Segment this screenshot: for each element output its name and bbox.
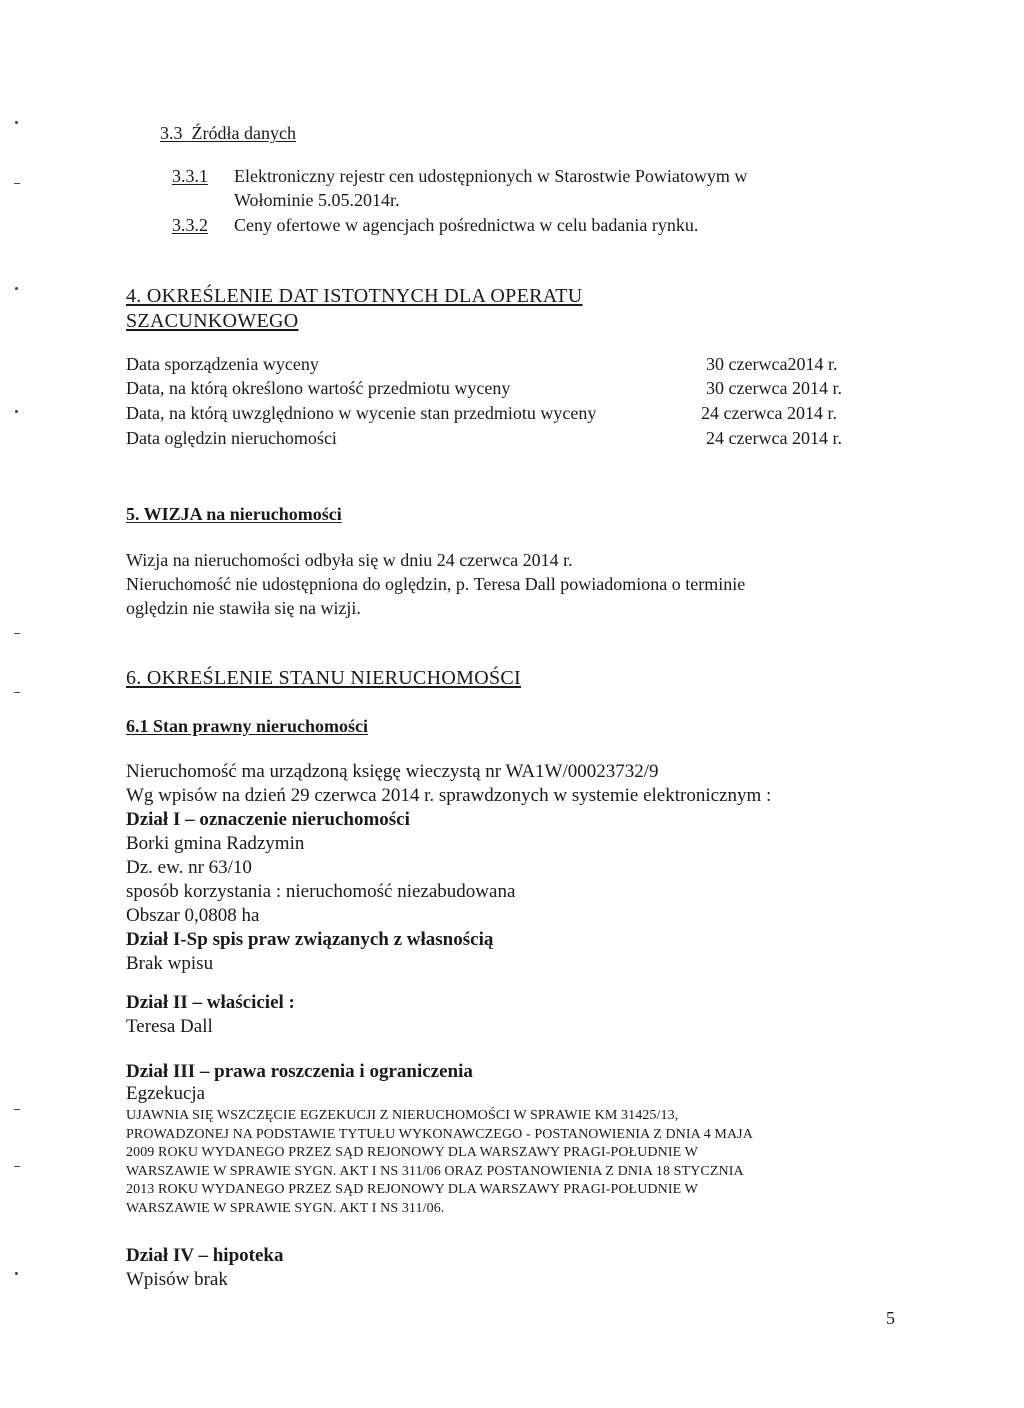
division-2-line: Teresa Dall [126, 1016, 213, 1037]
date-value: 30 czerwca2014 r. [706, 354, 838, 374]
section-3-3-heading [160, 122, 296, 144]
section-title: Źródła danych [191, 123, 296, 143]
division-3-title: Dział III – prawa roszczenia i ograniczenia [126, 1061, 473, 1082]
section-number: 3.3 [160, 123, 183, 143]
section-5-line1: Wizja na nieruchomości odbyła się w dniu 24 czerwca 2014 r. [126, 550, 573, 570]
division-2-title: Dział II – właściciel : [126, 992, 295, 1013]
division-1-title: Dział I – oznaczenie nieruchomości [126, 809, 410, 830]
margin-mark [14, 1109, 20, 1110]
item-3-3-1-line2: Wołominie 5.05.2014r. [234, 190, 400, 210]
division-3-caps-line: WARSZAWIE W SPRAWIE SYGN. AKT I NS 311/06 ORAZ POSTANOWIENIA Z DNIA 18 STYCZNIA [126, 1164, 744, 1179]
division-3-caps-line: UJAWNIA SIĘ WSZCZĘCIE EGZEKUCJI Z NIERUCHOMOŚCI W SPRAWIE KM 31425/13, [126, 1108, 679, 1123]
division-3-caps-line: PROWADZONEJ NA PODSTAWIE TYTUŁU WYKONAWCZEGO - POSTANOWIENIA Z DNIA 4 MAJA [126, 1127, 753, 1142]
division-4-line: Wpisów brak [126, 1269, 228, 1290]
margin-mark [15, 1272, 18, 1275]
margin-mark [14, 183, 20, 184]
date-label: Data, na którą uwzględniono w wycenie stan przedmiotu wyceny [126, 403, 597, 423]
division-3-caps-line: 2009 ROKU WYDANEGO PRZEZ SĄD REJONOWY DLA WARSZAWY PRAGI-POŁUDNIE W [126, 1145, 698, 1160]
section-4-title-line1: 4. OKREŚLENIE DAT ISTOTNYCH DLA OPERATU [126, 285, 583, 307]
division-1-line: Obszar 0,0808 ha [126, 905, 260, 926]
division-4-title: Dział IV – hipoteka [126, 1245, 284, 1266]
date-value: 30 czerwca 2014 r. [706, 378, 842, 398]
register-check-line: Wg wpisów na dzień 29 czerwca 2014 r. sprawdzonych w systemie elektronicznym : [126, 785, 772, 806]
division-1-line: sposób korzystania : nieruchomość niezabudowana [126, 881, 516, 902]
margin-mark [14, 633, 20, 634]
division-1sp-line: Brak wpisu [126, 953, 214, 974]
division-3-line: Egzekucja [126, 1083, 206, 1104]
date-value: 24 czerwca 2014 r. [701, 403, 837, 423]
section-6-title: 6. OKREŚLENIE STANU NIERUCHOMOŚCI [126, 667, 521, 689]
item-3-3-1-line1: Elektroniczny rejestr cen udostępnionych w Starostwie Powiatowym w [234, 166, 748, 186]
item-3-3-1-number: 3.3.1 [172, 166, 208, 186]
date-label: Data sporządzenia wyceny [126, 354, 319, 374]
date-label: Data oględzin nieruchomości [126, 428, 337, 448]
section-5-line2: Nieruchomość nie udostępniona do oględzin, p. Teresa Dall powiadomiona o terminie [126, 574, 746, 594]
date-value: 24 czerwca 2014 r. [706, 428, 842, 448]
division-1sp-title: Dział I-Sp spis praw związanych z własnością [126, 929, 494, 950]
land-register-number: Nieruchomość ma urządzoną księgę wieczystą nr WA1W/00023732/9 [126, 761, 659, 782]
item-3-3-2-text: Ceny ofertowe w agencjach pośrednictwa w celu badania rynku. [234, 215, 699, 235]
margin-mark [14, 692, 20, 693]
section-4-title-line2: SZACUNKOWEGO [126, 310, 299, 332]
division-1-line: Borki gmina Radzymin [126, 833, 305, 854]
section-5-line3: oględzin nie stawiła się na wizji. [126, 598, 361, 618]
item-3-3-2-number: 3.3.2 [172, 215, 208, 235]
margin-mark [15, 121, 18, 124]
division-1-line: Dz. ew. nr 63/10 [126, 857, 252, 878]
margin-mark [15, 287, 18, 290]
page-number: 5 [886, 1308, 895, 1328]
division-3-caps-line: WARSZAWIE W SPRAWIE SYGN. AKT I NS 311/06. [126, 1201, 445, 1216]
section-6-1-title: 6.1 Stan prawny nieruchomości [126, 716, 369, 736]
division-3-caps-line: 2013 ROKU WYDANEGO PRZEZ SĄD REJONOWY DLA WARSZAWY PRAGI-POŁUDNIE W [126, 1182, 698, 1197]
margin-mark [15, 410, 18, 413]
section-5-title: 5. WIZJA na nieruchomości [126, 504, 342, 524]
date-label: Data, na którą określono wartość przedmiotu wyceny [126, 378, 511, 398]
margin-mark [14, 1166, 20, 1167]
